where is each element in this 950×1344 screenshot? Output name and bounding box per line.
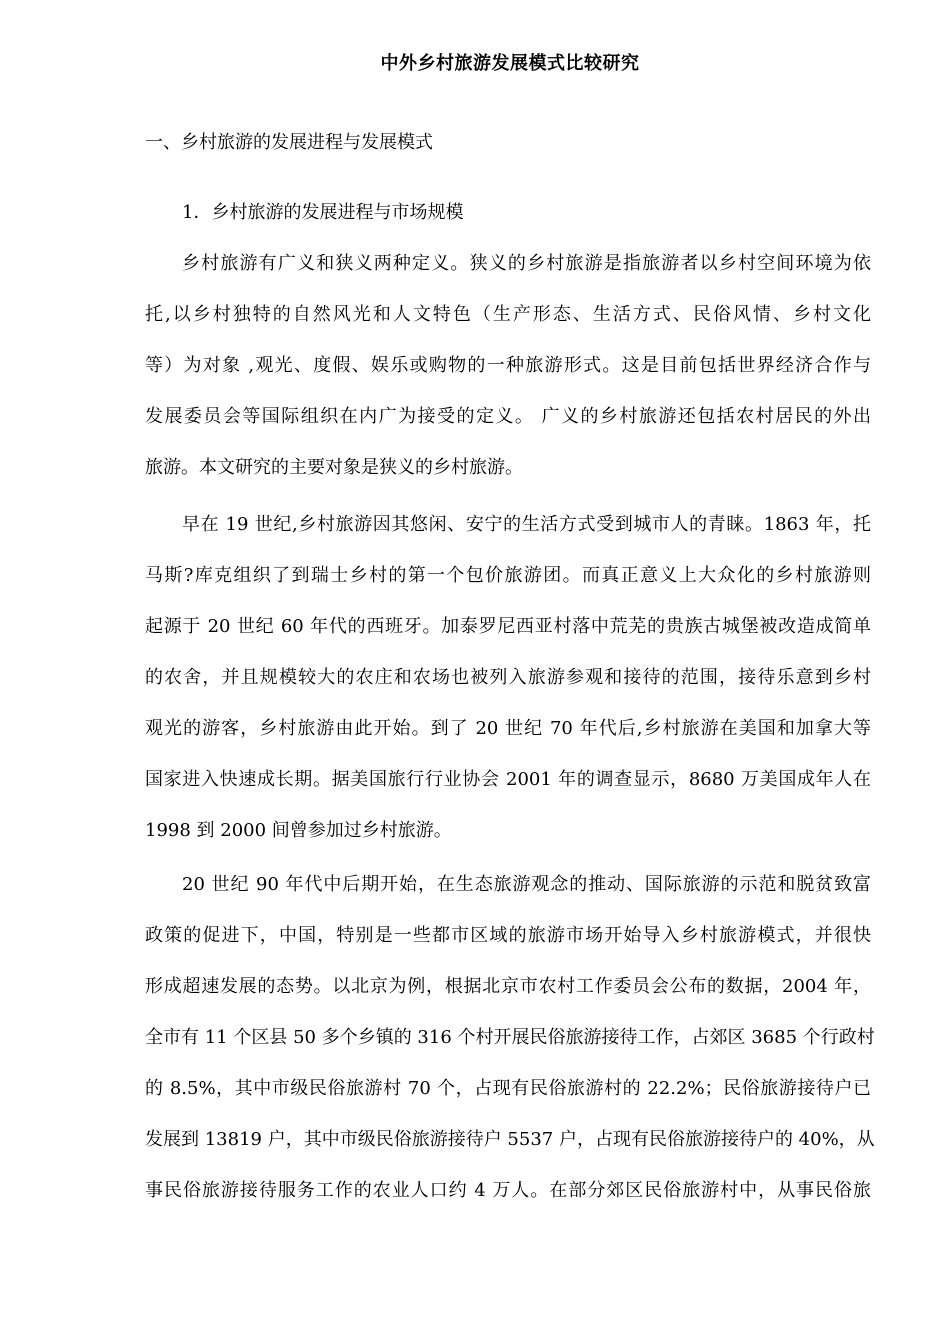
paragraph-line: 1998 到 2000 间曾参加过乡村旅游。 bbox=[145, 820, 452, 841]
paragraph-line: 托,以乡村独特的自然风光和人文特色（生产形态、生活方式、民俗风情、乡村文化 bbox=[145, 304, 871, 325]
paragraph-line: 事民俗旅游接待服务工作的农业人口约 4 万人。在部分郊区民俗旅游村中，从事民俗旅 bbox=[145, 1180, 871, 1201]
paragraph-line: 政策的促进下，中国，特别是一些都市区域的旅游市场开始导入乡村旅游模式，并很快 bbox=[145, 925, 871, 946]
paragraph-line: 早在 19 世纪,乡村旅游因其悠闲、安宁的生活方式受到城市人的青睐。1863 年，托 bbox=[182, 514, 871, 535]
paragraph-line: 等）为对象 ,观光、度假、娱乐或购物的一种旅游形式。这是目前包括世界经济合作与 bbox=[145, 355, 871, 376]
paragraph-line: 乡村旅游有广义和狭义两种定义。狭义的乡村旅游是指旅游者以乡村空间环境为依 bbox=[182, 253, 871, 274]
paragraph-line: 国家进入快速成长期。据美国旅行行业协会 2001 年的调查显示，8680 万美国成年人在 bbox=[145, 769, 871, 790]
paragraph-line: 20 世纪 90 年代中后期开始，在生态旅游观念的推动、国际旅游的示范和脱贫致富 bbox=[182, 874, 871, 895]
paragraph-line: 的 8.5%，其中市级民俗旅游村 70 个，占现有民俗旅游村的 22.2%；民俗旅游接待户已 bbox=[145, 1078, 871, 1099]
subsection-heading: 1．乡村旅游的发展进程与市场规模 bbox=[182, 202, 464, 223]
paragraph-line: 观光的游客，乡村旅游由此开始。到了 20 世纪 70 年代后,乡村旅游在美国和加拿大等 bbox=[145, 718, 871, 739]
paragraph-line: 旅游。本文研究的主要对象是狭义的乡村旅游。 bbox=[145, 457, 523, 478]
paragraph-line: 的农舍，并且规模较大的农庄和农场也被列入旅游参观和接待的范围，接待乐意到乡村 bbox=[145, 667, 871, 688]
section-heading: 一、乡村旅游的发展进程与发展模式 bbox=[145, 132, 433, 153]
paragraph-line: 发展委员会等国际组织在内广为接受的定义。 广义的乡村旅游还包括农村居民的外出 bbox=[145, 406, 871, 427]
document-title: 中外乡村旅游发展模式比较研究 bbox=[380, 53, 640, 74]
paragraph-line: 起源于 20 世纪 60 年代的西班牙。加泰罗尼西亚村落中荒芜的贵族古城堡被改造成简单 bbox=[145, 616, 871, 637]
paragraph-line: 马斯?库克组织了到瑞士乡村的第一个包价旅游团。而真正意义上大众化的乡村旅游则 bbox=[145, 565, 871, 586]
paragraph-line: 形成超速发展的态势。以北京为例，根据北京市农村工作委员会公布的数据，2004 年， bbox=[145, 976, 871, 997]
paragraph-line: 全市有 11 个区县 50 多个乡镇的 316 个村开展民俗旅游接待工作，占郊区 3685 个行政村 bbox=[145, 1027, 875, 1048]
paragraph-line: 发展到 13819 户，其中市级民俗旅游接待户 5537 户，占现有民俗旅游接待户的 40%，从 bbox=[145, 1129, 875, 1150]
